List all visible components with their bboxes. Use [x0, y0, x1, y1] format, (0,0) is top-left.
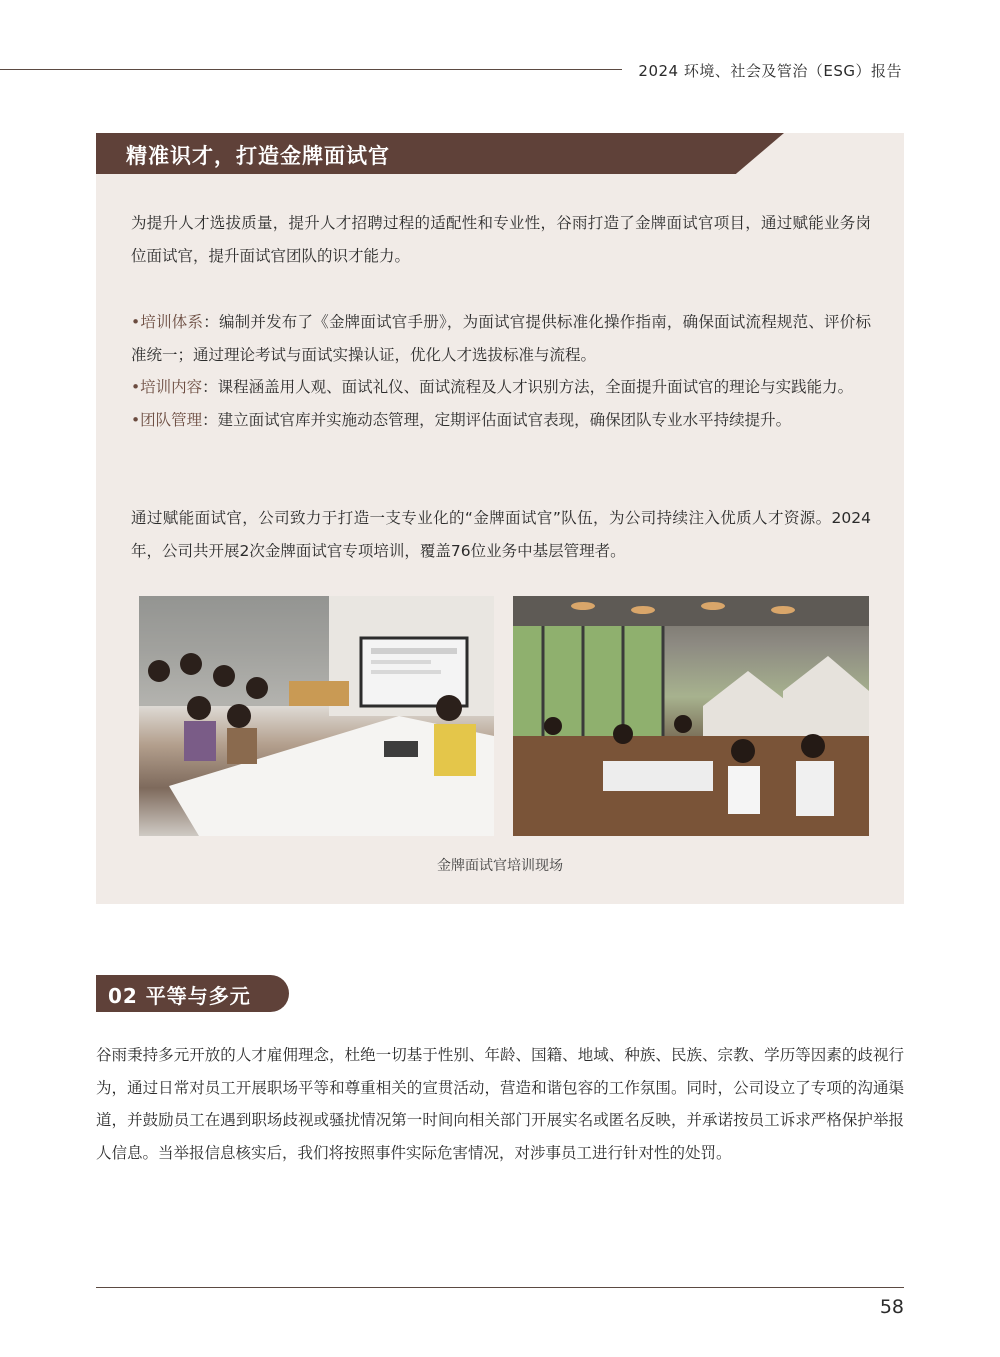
bullet-dot-icon: • [131, 378, 141, 396]
bullet-dot-icon: • [131, 410, 141, 429]
section-title-tab [96, 975, 289, 1012]
section-body: 谷雨秉持多元开放的人才雇佣理念，杜绝一切基于性别、年龄、国籍、地域、种族、民族、宗教、学历等因素的歧视行为，通过日常对员工开展职场平等和尊重相关的宣贯活动，营造和谐包容的工作氛围。同时，公司设立了专项的沟通渠道，并鼓励员工在遇到职场歧视或骚扰情况第一时间向相关部门开展实名或匿名反映，并承诺按员工诉求严格保护举报人信息。当举报信息核实后，我们将按照事件实际危害情况，对涉事员工进行针对性的处罚。 [96, 1046, 904, 1162]
header-rule [0, 69, 622, 70]
footer-rule [96, 1287, 904, 1288]
bullet-item [131, 371, 871, 404]
bullet-text: ：编制并发布了《金牌面试官手册》，为面试官提供标准化操作指南，确保面试流程规范、评价标准统一；通过理论考试与面试实操认证，优化人才选拔标准与流程。 [131, 313, 871, 364]
photo-caption: 金牌面试官培训现场 [437, 858, 563, 874]
bullet-item [131, 306, 871, 371]
bullet-text: ：课程涵盖用人观、面试礼仪、面试流程及人才识别方法，全面提升面试官的理论与实践能力。 [202, 378, 854, 396]
bullet-list [131, 306, 871, 436]
interviewer-panel [96, 133, 904, 904]
report-title: 2024 环境、社会及管治（ESG）报告 [638, 62, 902, 80]
panel-intro: 为提升人才选拔质量，提升人才招聘过程的适配性和专业性，谷雨打造了金牌面试官项目，通过赋能业务岗位面试官，提升面试官团队的识才能力。 [131, 214, 871, 265]
classroom-illustration [139, 596, 494, 836]
bullet-key: 团队管理 [140, 410, 203, 429]
bullet-key: 培训内容 [140, 378, 203, 396]
bullet-key: 培训体系 [140, 313, 204, 331]
training-photo-cafe [513, 596, 869, 836]
panel-title: 精准识才，打造金牌面试官 [126, 144, 390, 168]
panel-closing: 通过赋能面试官，公司致力于打造一支专业化的“金牌面试官”队伍，为公司持续注入优质人才资源。2024年，公司共开展2次金牌面试官专项培训，覆盖76位业务中基层管理者。 [131, 509, 871, 560]
training-photo-classroom [139, 596, 494, 836]
bullet-dot-icon: • [131, 313, 141, 331]
page-number: 58 [879, 1296, 904, 1318]
bullet-text: ：建立面试官库并实施动态管理，定期评估面试官表现，确保团队专业水平持续提升。 [202, 410, 792, 429]
cafe-illustration [513, 596, 869, 836]
section-title: 02 平等与多元 [108, 984, 251, 1008]
bullet-item [131, 404, 871, 437]
